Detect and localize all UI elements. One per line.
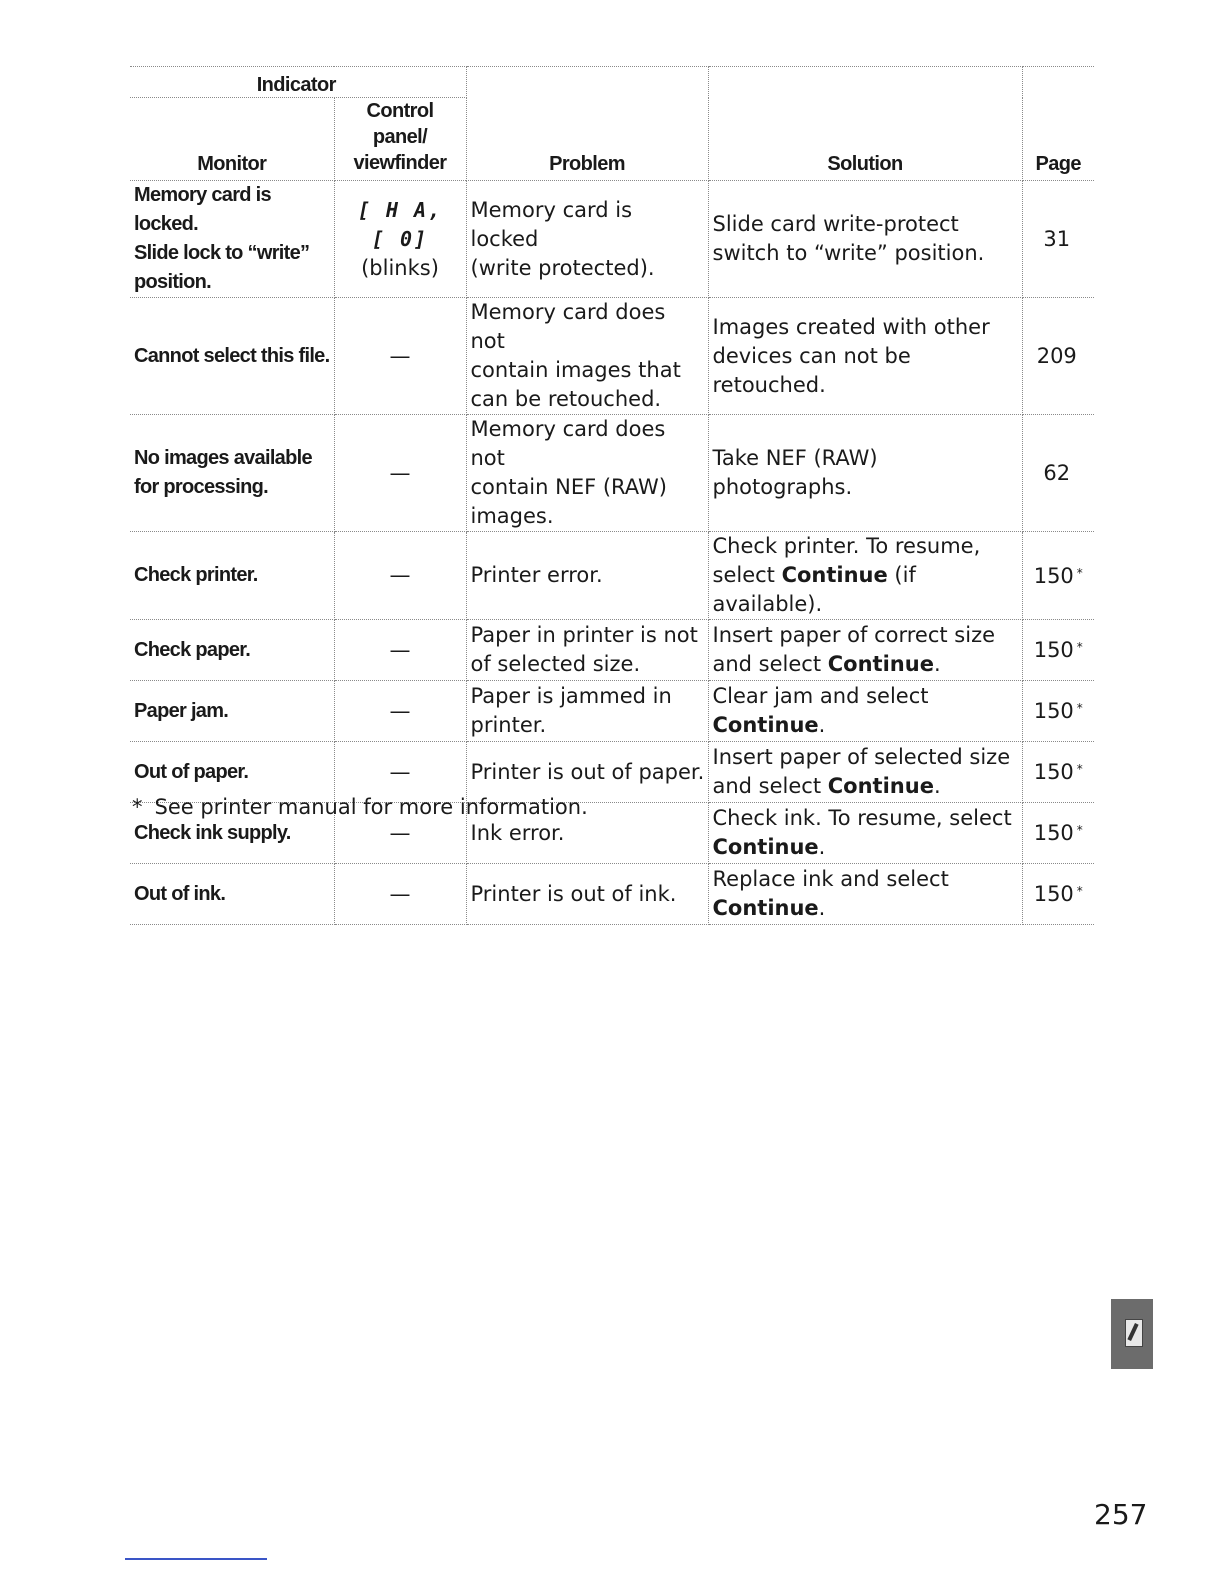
page-cell: 209 <box>1022 298 1094 415</box>
page-cell: 150 * <box>1022 803 1094 864</box>
divider <box>125 1558 267 1560</box>
indicator-header: Indicator <box>130 67 466 98</box>
table-row <box>130 620 1094 681</box>
continue-label: Continue <box>712 835 819 859</box>
page-cell: 150 * <box>1022 620 1094 681</box>
monitor-cell: Check paper. <box>130 620 334 681</box>
continue-label: Continue <box>781 563 888 587</box>
page-cell: 150 * <box>1022 742 1094 803</box>
page-cell: 62 <box>1022 415 1094 532</box>
table-row <box>130 742 1094 803</box>
page-cell: 150 * <box>1022 681 1094 742</box>
problem-cell: Printer is out of ink. <box>466 864 708 925</box>
monitor-cell: Memory card is locked. Slide lock to “write” position. <box>130 181 334 298</box>
continue-label: Continue <box>712 896 819 920</box>
solution-cell: Slide card write-protect switch to “write” position. <box>708 181 1022 298</box>
table-row <box>130 681 1094 742</box>
monitor-header: Monitor <box>130 98 334 181</box>
monitor-cell: Out of ink. <box>130 864 334 925</box>
solution-cell: Clear jam and select Continue. <box>708 681 1022 742</box>
control-panel-cell: — <box>334 532 466 620</box>
problem-cell: Paper in printer is not of selected size. <box>466 620 708 681</box>
page-number: 257 <box>1094 1498 1148 1531</box>
control-panel-cell: — <box>334 864 466 925</box>
monitor-cell: Paper jam. <box>130 681 334 742</box>
control-panel-cell: — <box>334 681 466 742</box>
monitor-cell: Check printer. <box>130 532 334 620</box>
table-row <box>130 532 1094 620</box>
problem-cell: Printer error. <box>466 532 708 620</box>
continue-label: Continue <box>712 713 819 737</box>
table-row <box>130 181 1094 298</box>
control-panel-cell: — <box>334 415 466 532</box>
solution-header: Solution <box>708 67 1022 181</box>
monitor-cell: No images available for processing. <box>130 415 334 532</box>
solution-cell: Insert paper of selected size and select Continue. <box>708 742 1022 803</box>
solution-cell: Insert paper of correct size and select Continue. <box>708 620 1022 681</box>
page-cell: 31 <box>1022 181 1094 298</box>
problem-cell: Memory card does not contain NEF (RAW) images. <box>466 415 708 532</box>
problem-header: Problem <box>466 67 708 181</box>
problem-cell: Paper is jammed in printer. <box>466 681 708 742</box>
control-panel-cell: — <box>334 803 466 864</box>
table-row <box>130 298 1094 415</box>
table-row <box>130 864 1094 925</box>
monitor-cell: Cannot select this file. <box>130 298 334 415</box>
control-panel-cell: [ H A, [ 0] (blinks) <box>334 181 466 298</box>
page-cell: 150 * <box>1022 864 1094 925</box>
control-panel-cell: — <box>334 620 466 681</box>
continue-label: Continue <box>827 774 934 798</box>
control-panel-cell: — <box>334 298 466 415</box>
table-row <box>130 415 1094 532</box>
monitor-cell: Out of paper. <box>130 742 334 803</box>
solution-cell: Check ink. To resume, select Continue. <box>708 803 1022 864</box>
problem-cell: Memory card does not contain images that can be retouched. <box>466 298 708 415</box>
solution-cell: Replace ink and select Continue. <box>708 864 1022 925</box>
control-panel-cell: — <box>334 742 466 803</box>
footnote: * See printer manual for more information. <box>132 795 588 819</box>
continue-label: Continue <box>827 652 934 676</box>
problem-cell: Memory card is locked (write protected). <box>466 181 708 298</box>
monitor-cell: Check ink supply. <box>130 803 334 864</box>
solution-cell: Images created with other devices can not be retouched. <box>708 298 1022 415</box>
solution-cell: Take NEF (RAW) photographs. <box>708 415 1022 532</box>
solution-cell: Check printer. To resume, select Continue (if available). <box>708 532 1022 620</box>
page-header: Page <box>1022 67 1094 181</box>
problem-cell: Printer is out of paper. <box>466 742 708 803</box>
control-panel-header: Control panel/ viewfinder <box>334 98 466 181</box>
retouch-icon <box>1111 1299 1153 1369</box>
problem-cell: Ink error. <box>466 803 708 864</box>
page-cell: 150 * <box>1022 532 1094 620</box>
